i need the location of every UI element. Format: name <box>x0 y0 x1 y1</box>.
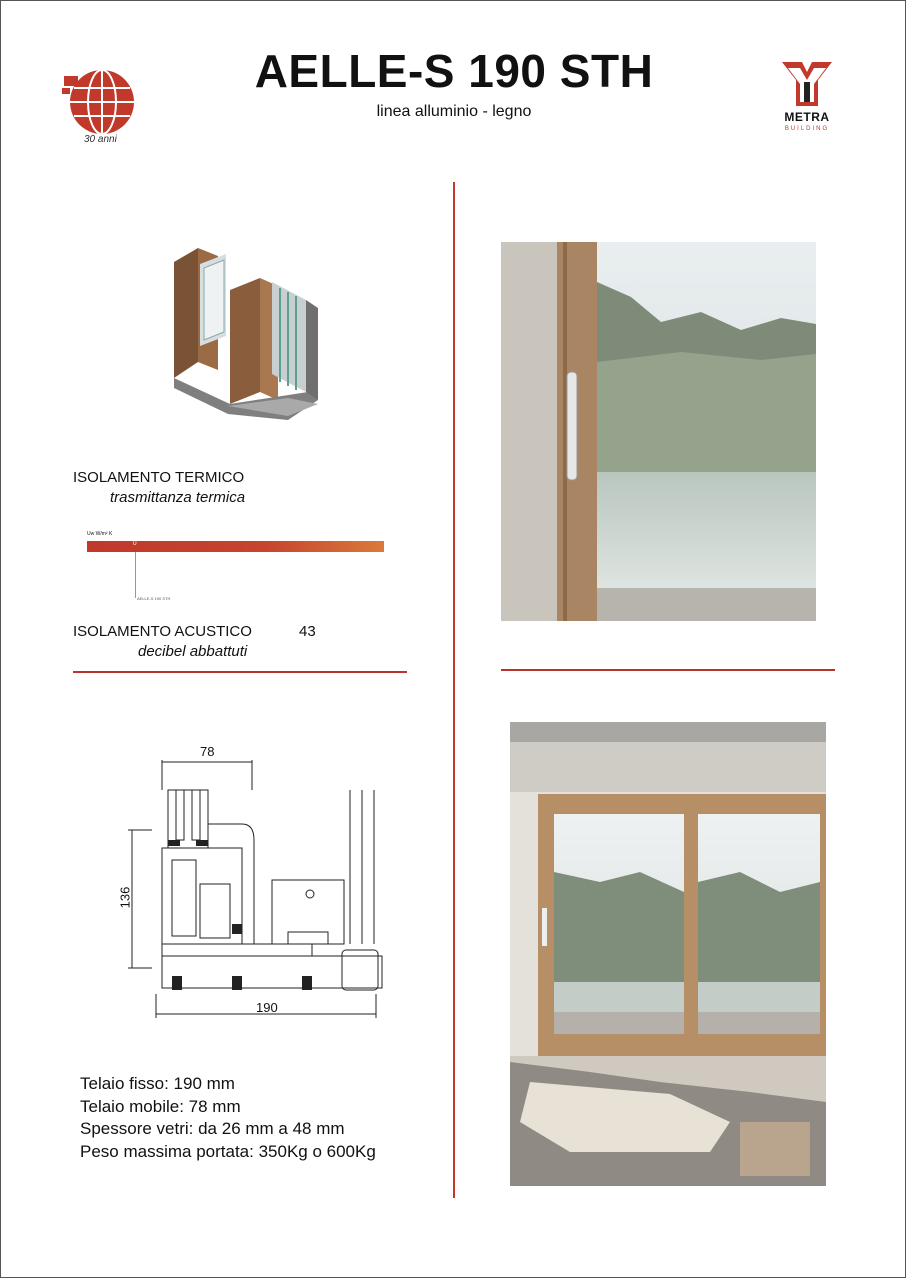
spec-max-load: Peso massima portata: 350Kg o 600Kg <box>80 1141 376 1161</box>
dimension-top: 78 <box>200 744 215 759</box>
page-subtitle: linea alluminio - legno <box>376 103 532 120</box>
thermal-marker-value: U <box>133 541 137 547</box>
anniversary-caption: 30 anni <box>84 134 117 145</box>
metra-mark-icon <box>778 58 836 108</box>
metra-wordmark: METRA <box>784 110 830 124</box>
thermal-sublabel: trasmittanza termica <box>110 489 246 506</box>
thermal-scale-label: Uw W/m² K <box>87 531 113 537</box>
right-section-rule <box>501 669 835 671</box>
spec-mobile-frame: Telaio mobile: 78 mm <box>80 1096 241 1116</box>
column-divider <box>453 182 455 1198</box>
spec-fixed-frame: Telaio fisso: 190 mm <box>80 1074 235 1093</box>
globe-icon <box>62 66 142 136</box>
metra-logo <box>778 58 836 138</box>
profile-3d-illustration <box>168 242 334 420</box>
thermal-label: ISOLAMENTO TERMICO <box>73 469 245 486</box>
acoustic-label: ISOLAMENTO ACUSTICO <box>73 623 252 640</box>
metra-sub: BUILDING <box>784 126 830 132</box>
specs-list <box>80 1073 376 1163</box>
thermal-gradient-bar <box>87 541 384 552</box>
thermal-marker-line <box>135 552 136 598</box>
window-detail-photo <box>501 242 816 621</box>
acoustic-sublabel: decibel abbattuti <box>138 643 248 660</box>
cross-section-drawing <box>117 744 404 1030</box>
interior-photo <box>510 722 826 1186</box>
thermal-marker-caption: AELLE-S 190 STH <box>137 596 171 601</box>
dimension-side: 136 <box>117 886 133 909</box>
spec-glass-thickness: Spessore vetri: da 26 mm a 48 mm <box>80 1119 345 1138</box>
dimension-bottom: 190 <box>256 1000 278 1015</box>
anniversary-logo <box>62 66 142 148</box>
left-section-rule <box>73 671 407 673</box>
acoustic-value: 43 <box>299 623 316 640</box>
page-title: AELLE-S 190 STH <box>254 45 654 97</box>
